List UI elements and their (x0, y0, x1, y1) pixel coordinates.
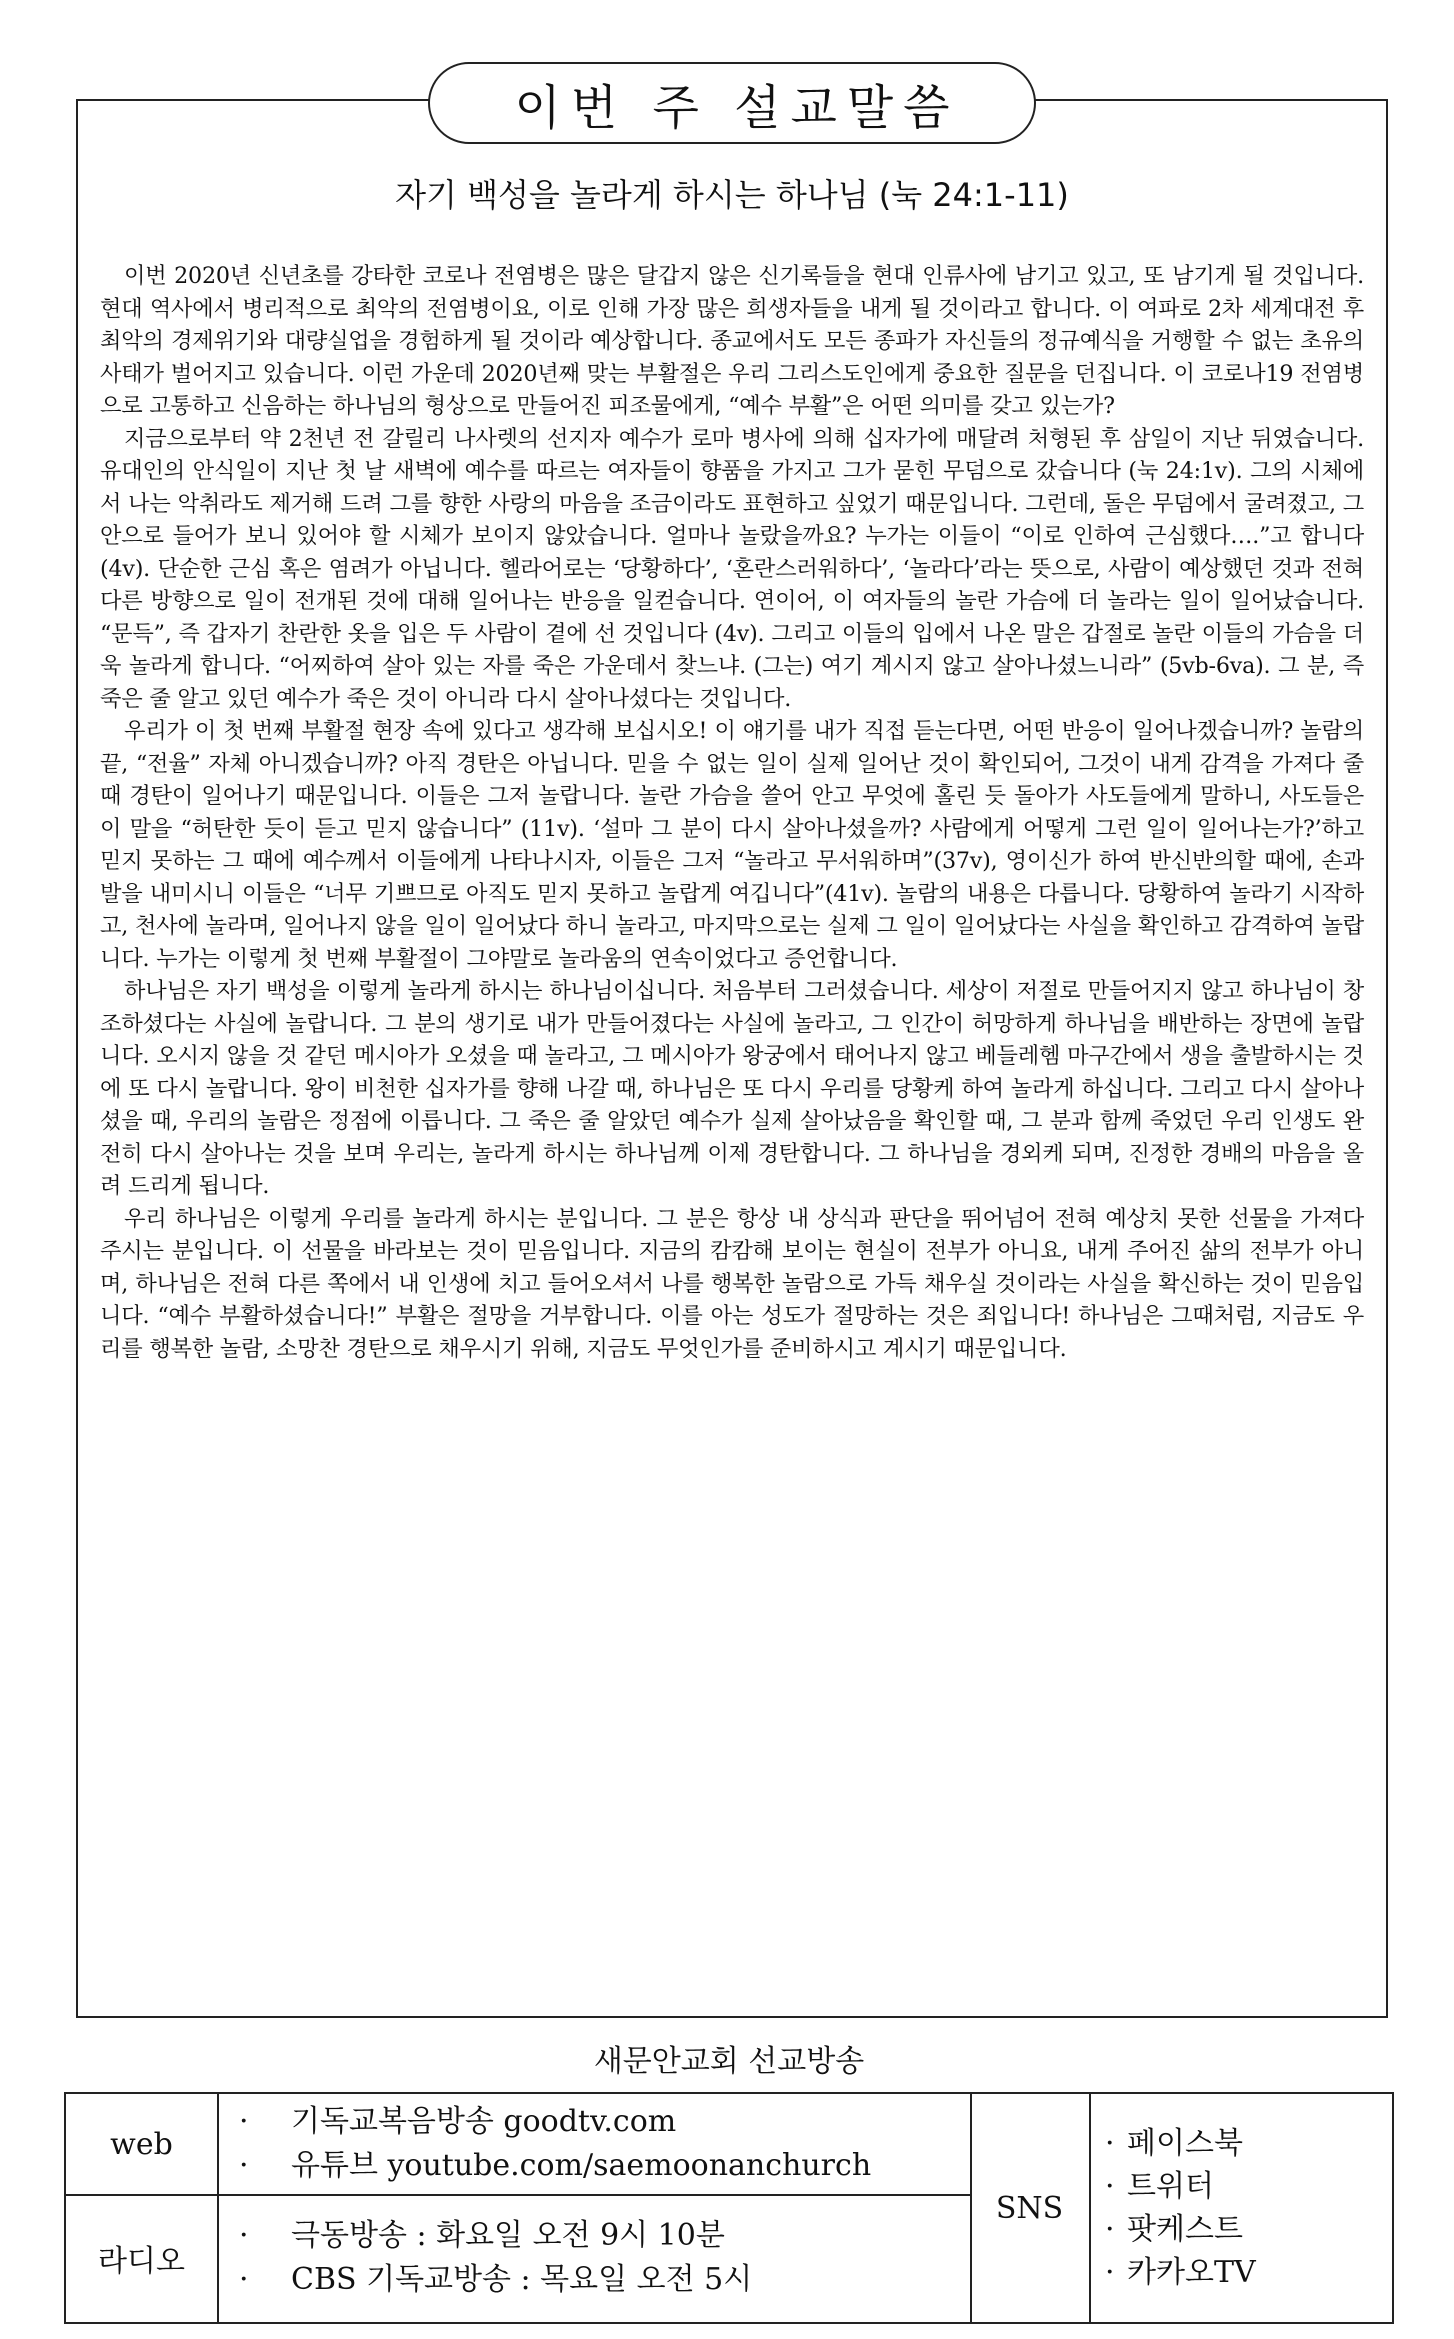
broadcast-title: 새문안교회 선교방송 (593, 2044, 865, 2079)
paragraph-5: 우리 하나님은 이렇게 우리를 놀라게 하시는 분입니다. 그 분은 항상 내 상식과 판단을 뛰어넘어 전혀 예상치 못한 선물을 가져다 주시는 분입니다. 이 선물을 바라보는 것이 믿음입니다. 지금의 캄캄해 보이는 현실이 전부가 아니요, 내게 주어진 삶의 전부가 아니며, 하나님은 전혀 다른 쪽에서 내 인생에 치고 들어오셔서 나를 행복한 놀람으로 가득 채우실 것이라는 사실을 확신하는 것이 믿음입니다. “예수 부활하셨습니다!” 부활은 절망을 거부합니다. 이를 아는 성도가 절망하는 것은 죄입니다! 하나님은 그때처럼, 지금도 우리를 행복한 놀람, 소망찬 경탄으로 채우시기 위해, 지금도 무엇인가를 준비하시고 계시기 때문입니다. (100, 1205, 1364, 1362)
sns-label: SNS (995, 2190, 1064, 2226)
sns-item-kakaotv: 카카오TV (1127, 2255, 1256, 2290)
radio-list (217, 2194, 970, 2322)
list-item (1105, 2122, 1392, 2165)
list-item (1105, 2165, 1392, 2208)
bullet: · (239, 2262, 249, 2297)
paragraph-3: 우리가 이 첫 번째 부활절 현장 속에 있다고 생각해 보십시오! 이 얘기를 내가 직접 듣는다면, 어떤 반응이 일어나겠습니까? 놀람의 끝, “전율” 자체 아니겠습니까? 아직 경탄은 아닙니다. 믿을 수 없는 일이 실제 일어난 것이 확인되어, 그것이 내게 감격을 가져다 줄 때 경탄이 일어나기 때문입니다. 이들은 그저 놀랍니다. 놀란 가슴을 쓸어 안고 무엇에 홀린 듯 돌아가 사도들에게 말하니, 사도들은 이 말을 “허탄한 듯이 듣고 믿지 않습니다” (11v). ‘설마 그 분이 다시 살아나셨을까? 사람에게 어떻게 그런 일이 일어나는가?’하고 믿지 못하는 그 때에 예수께서 이들에게 나타나시자, 이들은 그저 “놀라고 무서워하며”(37v), 영이신가 하여 반신반의할 때에, 손과 발을 내미시니 이들은 “너무 기쁘므로 아직도 믿지 못하고 놀랍게 여깁니다”(41v). 놀람의 내용은 다릅니다. 당황하여 놀라기 시작하고, 천사에 놀라며, 일어나지 않을 일이 일어났다 하니 놀라고, 마지막으로는 실제 그 일이 일어났다는 사실을 확인하고 감격하여 놀랍니다. 누가는 이렇게 첫 번째 부활절이 그야말로 놀라움의 연속이었다고 증언합니다. (100, 718, 1364, 972)
bullet: · (239, 2218, 249, 2253)
list-item (239, 2214, 970, 2258)
list-item (239, 2100, 970, 2144)
sermon-title: 자기 백성을 놀라게 하시는 하나님 (눅 24:1-11) (395, 176, 1069, 214)
sns-list (1089, 2094, 1392, 2322)
sns-item-twitter: 트위터 (1127, 2169, 1214, 2204)
bullet: · (239, 2148, 249, 2183)
section-title-pill (428, 62, 1036, 144)
bullet: · (1105, 2212, 1115, 2247)
bullet: · (1105, 2169, 1115, 2204)
list-item (239, 2144, 970, 2188)
list-item (1105, 2251, 1392, 2294)
bullet: · (1105, 2126, 1115, 2161)
web-list (217, 2094, 970, 2194)
radio-item-febc: 극동방송 : 화요일 오전 9시 10분 (291, 2218, 725, 2253)
sns-item-podcast: 팟케스트 (1127, 2212, 1243, 2247)
list-item (1105, 2208, 1392, 2251)
web-item-youtube: 유튜브 youtube.com/saemoonanchurch (291, 2148, 872, 2183)
paragraph-4: 하나님은 자기 백성을 이렇게 놀라게 하시는 하나님이십니다. 처음부터 그러셨습니다. 세상이 저절로 만들어지지 않고 하나님이 창조하셨다는 사실에 놀랍니다. 그 분의 생기로 내가 만들어졌다는 사실에 놀라고, 그 인간이 허망하게 하나님을 배반하는 장면에 놀랍니다. 오시지 않을 것 같던 메시아가 오셨을 때 놀라고, 그 메시아가 왕궁에서 태어나지 않고 베들레헴 마구간에서 생을 출발하시는 것에 또 다시 놀랍니다. 왕이 비천한 십자가를 향해 나갈 때, 하나님은 또 다시 우리를 당황케 하여 놀라게 하십니다. 그리고 다시 살아나셨을 때, 우리의 놀람은 정점에 이릅니다. 그 죽은 줄 알았던 예수가 실제 살아났음을 확인할 때, 그 분과 함께 죽었던 우리 인생도 완전히 다시 살아나는 것을 보며 우리는, 놀라게 하시는 하나님께 이제 경탄합니다. 그 하나님을 경외케 되며, 진정한 경배의 마음을 올려 드리게 됩니다. (100, 978, 1364, 1199)
broadcast-table (64, 2092, 1394, 2324)
section-title: 이번 주 설교말씀 (514, 79, 960, 136)
sermon-body (100, 260, 1364, 1365)
paragraph-1: 이번 2020년 신년초를 강타한 코로나 전염병은 많은 달갑지 않은 신기록들을 현대 인류사에 남기고 있고, 또 남기게 될 것입니다. 현대 역사에서 병리적으로 최악의 전염병이요, 이로 인해 가장 많은 희생자들을 내게 될 것이라고 합니다. 이 여파로 2차 세계대전 후 최악의 경제위기와 대량실업을 경험하게 될 것이라 예상합니다. 종교에서도 모든 종파가 자신들의 정규예식을 거행할 수 없는 초유의 사태가 벌어지고 있습니다. 이런 가운데 2020년째 맞는 부활절은 우리 그리스도인에게 중요한 질문을 던집니다. 이 코로나19 전염병으로 고통하고 신음하는 하나님의 형상으로 만들어진 피조물에게, “예수 부활”은 어떤 의미를 갖고 있는가? (100, 263, 1364, 419)
bullet: · (239, 2104, 249, 2139)
radio-label: 라디오 (98, 2244, 185, 2279)
web-item-goodtv: 기독교복음방송 goodtv.com (291, 2104, 677, 2139)
sns-item-facebook: 페이스북 (1127, 2126, 1243, 2161)
paragraph-2: 지금으로부터 약 2천년 전 갈릴리 나사렛의 선지자 예수가 로마 병사에 의해 십자가에 매달려 처형된 후 삼일이 지난 뒤였습니다. 유대인의 안식일이 지난 첫 날 새벽에 예수를 따르는 여자들이 향품을 가지고 그가 묻힌 무덤으로 갔습니다 (눅 24:1v). 그의 시체에서 나는 악취라도 제거해 드려 그를 향한 사랑의 마음을 조금이라도 표현하고 싶었기 때문입니다. 그런데, 돌은 무덤에서 굴려졌고, 그 안으로 들어가 보니 있어야 할 시체가 보이지 않았습니다. 얼마나 놀랐을까요? 누가는 이들이 “이로 인하여 근심했다….”고 합니다(4v). 단순한 근심 혹은 염려가 아닙니다. 헬라어로는 ‘당황하다’, ‘혼란스러워하다’, ‘놀라다’라는 뜻으로, 사람이 예상했던 것과 전혀 다른 방향으로 일이 전개된 것에 대해 일어나는 반응을 일컫습니다. 연이어, 이 여자들의 놀란 가슴에 더 놀라는 일이 일어났습니다. “문득”, 즉 갑자기 찬란한 옷을 입은 두 사람이 곁에 선 것입니다 (4v). 그리고 이들의 입에서 나온 말은 갑절로 놀란 이들의 가슴을 더욱 놀라게 합니다. “어찌하여 살아 있는 자를 죽은 가운데서 찾느냐. (그는) 여기 계시지 않고 살아나셨느니라” (5vb-6va). 그 분, 즉 죽은 줄 알고 있던 예수가 죽은 것이 아니라 다시 살아나셨다는 것입니다. (100, 425, 1364, 712)
list-item (239, 2258, 970, 2302)
bullet: · (1105, 2255, 1115, 2290)
web-label: web (110, 2126, 173, 2162)
radio-item-cbs: CBS 기독교방송 : 목요일 오전 5시 (291, 2262, 753, 2297)
